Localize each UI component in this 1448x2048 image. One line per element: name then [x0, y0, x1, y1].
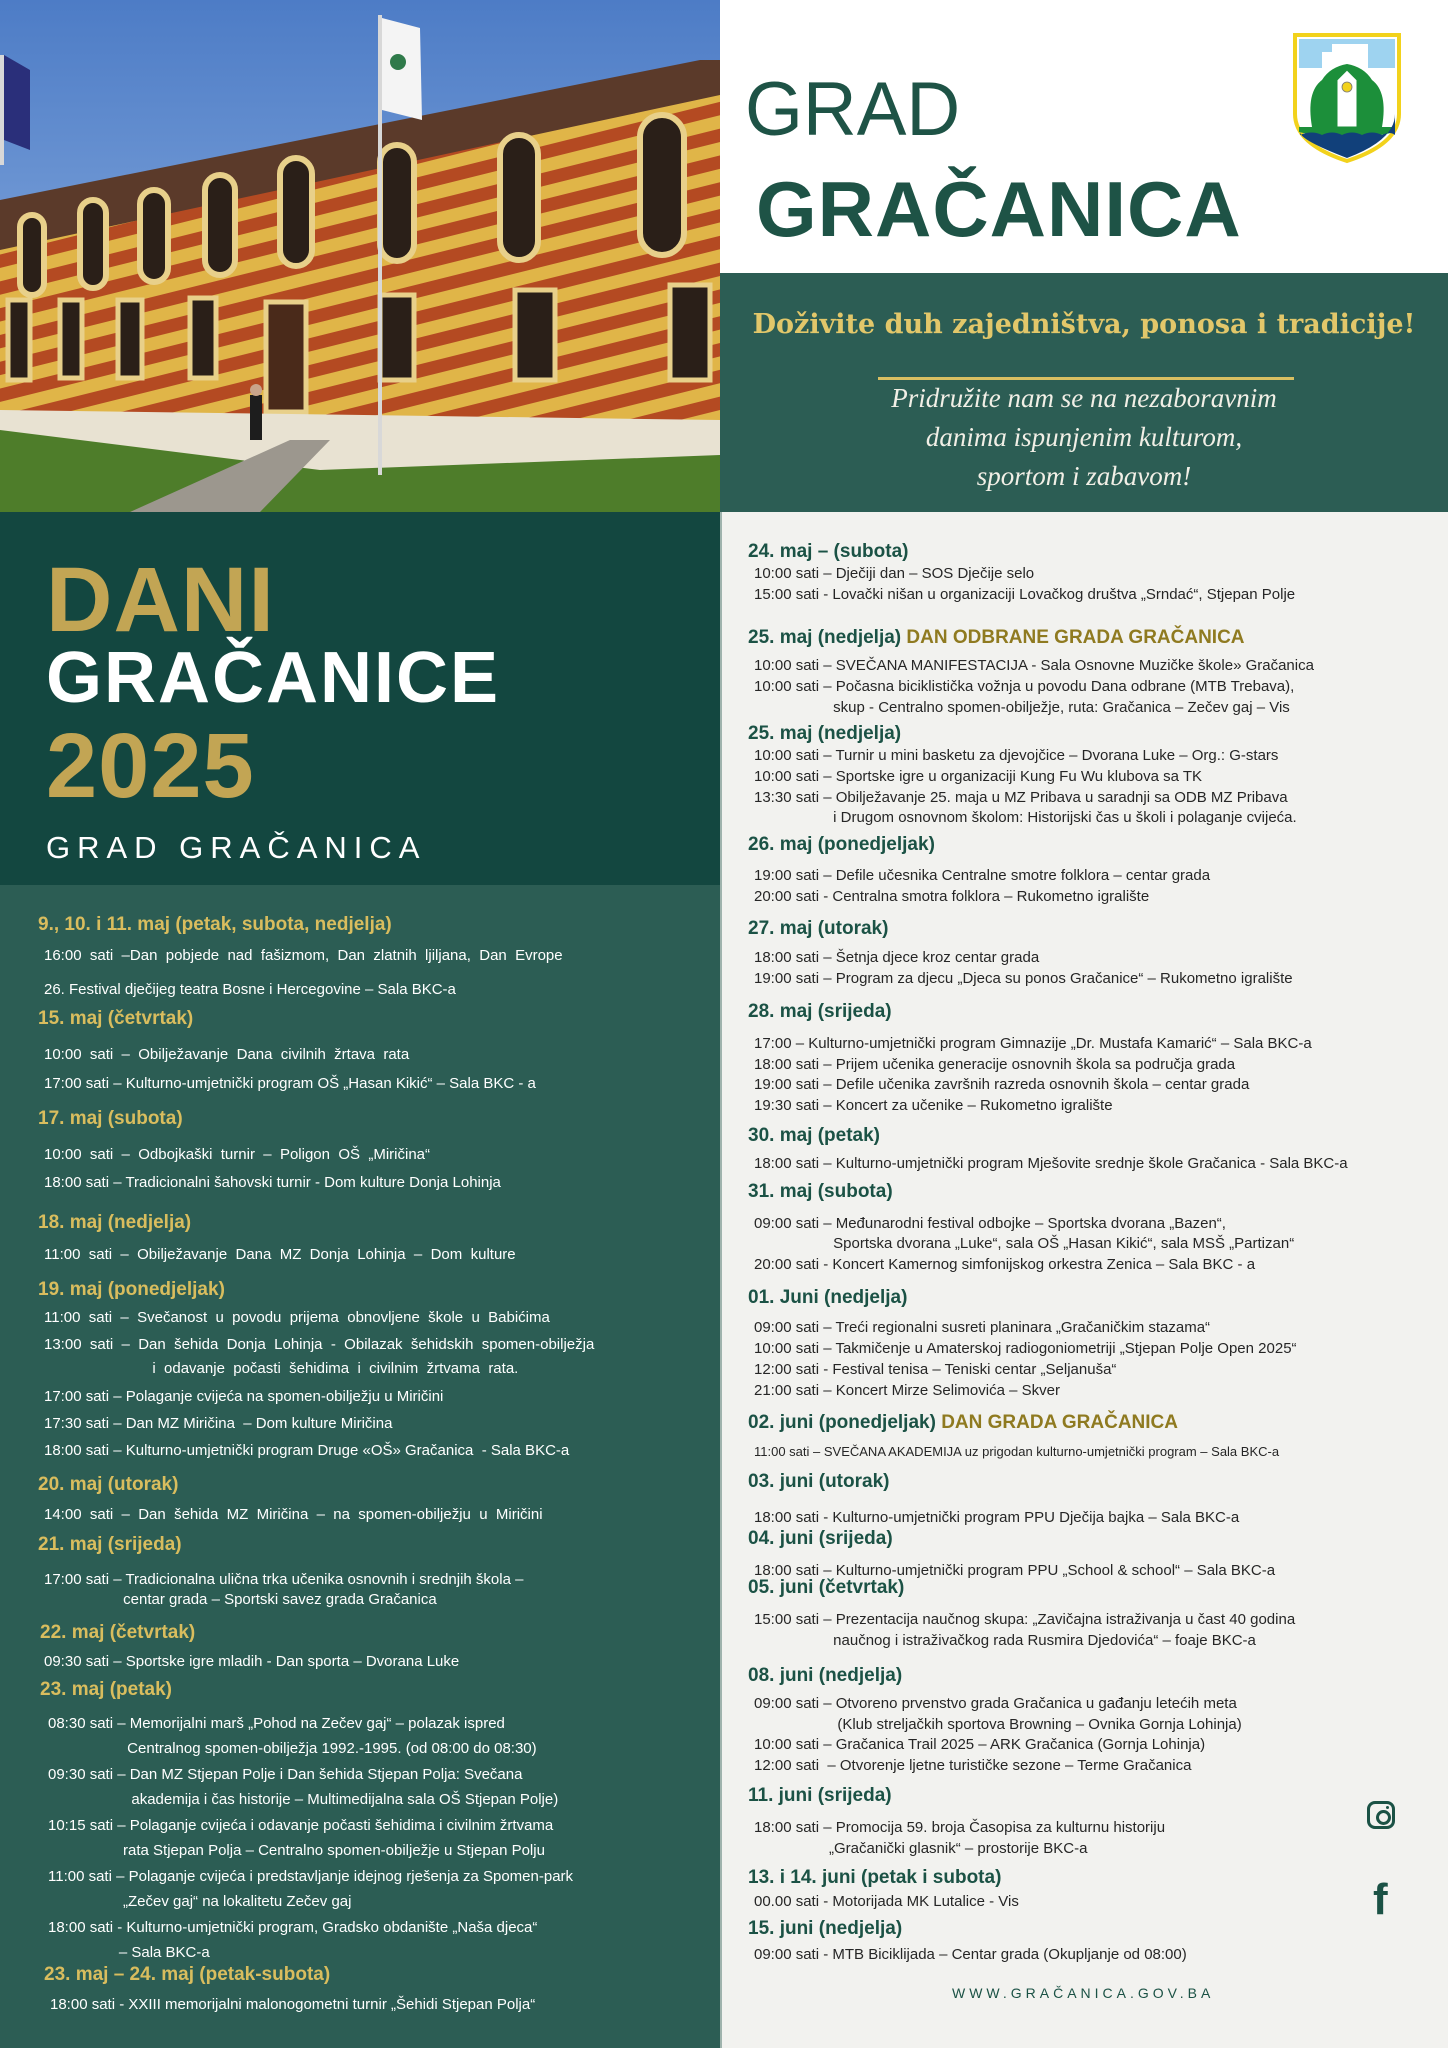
- schedule-left: [0, 885, 720, 2048]
- event-item: 09:30 sati – Sportske igre mladih - Dan sporta – Dvorana Luke: [44, 1653, 460, 1670]
- day-heading: 08. juni (nedjelja): [748, 1665, 903, 1686]
- event-item: rata Stjepan Polja – Centralno spomen-obilježje u Stjepan Polju: [48, 1842, 545, 1859]
- tagline-line: danima ispunjenim kulturom,: [925, 422, 1243, 452]
- event-item: 10:00 sati – Turnir u mini basketu za djevojčice – Dvorana Luke – Org.: G-stars: [754, 747, 1279, 764]
- event-item: 10:00 sati – Počasna biciklistička vožnja u povodu Dana odbrane (MTB Trebava),: [754, 678, 1295, 695]
- day-heading: [748, 628, 1245, 647]
- event-item: 10:00 sati – SVEČANA MANIFESTACIJA - Sala Osnovne Muzičke škole» Gračanica: [754, 657, 1314, 674]
- website-link[interactable]: WWW.GRAČANICA.GOV.BA: [952, 1985, 1215, 2001]
- event-item: 15:00 sati - Lovački nišan u organizaciji Lovačkog društva „Srndać“, Stjepan Polje: [754, 586, 1296, 603]
- tagline-panel: [720, 273, 1448, 512]
- day-heading: 22. maj (četvrtak): [40, 1622, 196, 1643]
- tagline-title: Doživite duh zajedništva, ponosa i tradicije!: [752, 309, 1416, 340]
- event-item: 21:00 sati – Koncert Mirze Selimovića – Skver: [754, 1382, 1060, 1399]
- event-item: 10:00 sati – Obilježavanje Dana civilnih žrtava rata: [44, 1046, 410, 1063]
- event-item: 18:00 sati – Promocija 59. broja Časopisa za kulturnu historiju: [754, 1819, 1166, 1836]
- event-item: 08:30 sati – Memorijalni marš „Pohod na Zečev gaj“ – polazak ispred: [48, 1715, 505, 1732]
- event-item: 10:00 sati – Odbojkaški turnir – Poligon OŠ „Miričina“: [44, 1146, 430, 1163]
- event-item: 10:00 sati – Gračanica Trail 2025 – ARK Gračanica (Gornja Lohinja): [754, 1736, 1206, 1753]
- day-label: 02. juni (ponedjeljak): [748, 1412, 936, 1433]
- event-item: – Sala BKC-a: [48, 1944, 210, 1961]
- day-heading: 01. Juni (nedjelja): [748, 1287, 908, 1308]
- event-item: 09:00 sati – Međunarodni festival odbojke – Sportska dvorana „Bazen“,: [754, 1215, 1226, 1232]
- header-city-name: GRAČANICA: [756, 165, 1242, 253]
- facebook-icon[interactable]: f: [1373, 1875, 1388, 1924]
- coat-of-arms-icon: [1292, 32, 1402, 164]
- event-item: 11:00 sati – SVEČANA AKADEMIJA uz prigodan kulturno-umjetnički program – Sala BKC-a: [754, 1444, 1280, 1459]
- event-item: 00.00 sati - Motorijada MK Lutalice - Vis: [754, 1893, 1019, 1910]
- title-subtitle: GRAD GRAČANICA: [46, 830, 427, 865]
- event-item: Sportska dvorana „Luke“, sala OŠ „Hasan Kikić“, sala MSŠ „Partizan“: [754, 1235, 1295, 1252]
- event-item: 15:00 sati – Prezentacija naučnog skupa: „Zavičajna istraživanja u čast 40 godina: [754, 1611, 1296, 1628]
- event-item: Centralnog spomen-obilježja 1992.-1995. (od 08:00 do 08:30): [48, 1740, 537, 1757]
- event-item: 17:00 sati – Kulturno-umjetnički program OŠ „Hasan Kikić“ – Sala BKC - a: [44, 1075, 536, 1092]
- event-item: 18:00 sati – Šetnja djece kroz centar grada: [754, 949, 1040, 966]
- event-item: 09:00 sati - MTB Biciklijada – Centar grada (Okupljanje od 08:00): [754, 1946, 1187, 1963]
- event-title-panel: [0, 512, 720, 885]
- event-item: 18:00 sati - XXIII memorijalni malonogometni turnir „Šehidi Stjepan Polja“: [50, 1996, 536, 2013]
- city-hall-photo: [0, 0, 720, 512]
- day-heading: 31. maj (subota): [748, 1181, 893, 1202]
- day-heading: 11. juni (srijeda): [748, 1785, 892, 1806]
- event-item: 13:30 sati – Obilježavanje 25. maja u MZ Pribava u saradnji sa ODB MZ Pribava: [754, 789, 1288, 806]
- title-line-2: GRAČANICE: [46, 638, 501, 718]
- event-item: 09:00 sati – Treći regionalni susreti planinara „Gračaničkim stazama“: [754, 1319, 1211, 1336]
- tagline-body: [720, 379, 1448, 496]
- event-item: 20:00 sati - Centralna smotra folklora – Rukometno igralište: [754, 888, 1150, 905]
- day-heading: 21. maj (srijeda): [38, 1534, 182, 1555]
- event-item: naučnog i istraživačkog rada Rusmira Djedovića“ – foaje BKC-a: [754, 1632, 1256, 1649]
- tagline-line: Pridružite nam se na nezaboravnim: [891, 383, 1277, 413]
- event-item: „Zečev gaj“ na lokalitetu Zečev gaj: [48, 1893, 352, 1910]
- event-item: 11:00 sati – Obilježavanje Dana MZ Donja Lohinja – Dom kulture: [44, 1246, 516, 1263]
- event-item: i odavanje počasti šehidima i civilnim žrtvama rata.: [44, 1360, 519, 1377]
- day-heading: 27. maj (utorak): [748, 918, 889, 939]
- schedule-right: [720, 512, 1448, 2048]
- event-item: centar grada – Sportski savez grada Gračanica: [44, 1591, 437, 1608]
- event-item: 14:00 sati – Dan šehida MZ Miričina – na spomen-obilježju u Miričini: [44, 1506, 543, 1523]
- day-heading: 26. maj (ponedjeljak): [748, 834, 935, 855]
- day-heading: 03. juni (utorak): [748, 1471, 890, 1492]
- event-item: akademija i čas historije – Multimedijalna sala OŠ Stjepan Polje): [48, 1791, 559, 1808]
- event-item: 18:00 sati – Kulturno-umjetnički program PPU „School & school“ – Sala BKC-a: [754, 1562, 1276, 1579]
- day-heading: 23. maj (petak): [40, 1679, 172, 1700]
- day-heading: 25. maj (nedjelja): [748, 723, 902, 744]
- event-item: 19:30 sati – Koncert za učenike – Rukometno igralište: [754, 1097, 1113, 1114]
- event-item: 10:00 sati – Takmičenje u Amaterskoj radiogoniometriji „Stjepan Polje Open 2025“: [754, 1340, 1297, 1357]
- title-year: 2025: [46, 715, 255, 817]
- event-item: 19:00 sati – Defile učesnika Centralne smotre folklora – centar grada: [754, 867, 1211, 884]
- day-heading: 19. maj (ponedjeljak): [38, 1279, 225, 1300]
- title-line-1: DANI: [46, 549, 275, 651]
- event-item: 12:00 sati – Otvorenje ljetne turističke sezone – Terme Gračanica: [754, 1757, 1192, 1774]
- event-item: 10:00 sati – Sportske igre u organizaciji Kung Fu Wu klubova sa TK: [754, 768, 1203, 785]
- event-item: 11:00 sati – Svečanost u povodu prijema obnovljene škole u Babićima: [44, 1309, 550, 1326]
- event-item: 17:00 sati – Polaganje cvijeća na spomen-obilježju u Miričini: [44, 1388, 444, 1405]
- event-item: 17:00 – Kulturno-umjetnički program Gimnazije „Dr. Mustafa Kamarić“ – Sala BKC-a: [754, 1035, 1312, 1052]
- tagline-line: sportom i zabavom!: [976, 461, 1192, 491]
- day-heading: 23. maj – 24. maj (petak-subota): [44, 1964, 331, 1985]
- event-item: 17:30 sati – Dan MZ Miričina – Dom kulture Miričina: [44, 1415, 393, 1432]
- event-item: 18:00 sati – Kulturno-umjetnički program Druge «OŠ» Gračanica - Sala BKC-a: [44, 1442, 570, 1459]
- event-item: 19:00 sati – Program za djecu „Djeca su ponos Gračanice“ – Rukometno igralište: [754, 970, 1293, 987]
- day-highlight: DAN ODBRANE GRADA GRAČANICA: [906, 627, 1245, 648]
- event-item: 18:00 sati - Kulturno-umjetnički program PPU Dječija bajka – Sala BKC-a: [754, 1509, 1240, 1526]
- event-item: „Gračanički glasnik“ – prostorije BKC-a: [754, 1840, 1088, 1857]
- event-item: 17:00 sati – Tradicionalna ulična trka učenika osnovnih i srednjih škola –: [44, 1571, 524, 1588]
- event-item: skup - Centralno spomen-obilježje, ruta: Gračanica – Zečev gaj – Vis: [754, 699, 1290, 716]
- event-item: 20:00 sati - Koncert Kamernog simfonijskog orkestra Zenica – Sala BKC - a: [754, 1256, 1256, 1273]
- day-heading: 28. maj (srijeda): [748, 1001, 892, 1022]
- instagram-icon[interactable]: [1367, 1801, 1395, 1829]
- day-heading: 18. maj (nedjelja): [38, 1212, 192, 1233]
- event-item: (Klub streljačkih sportova Browning – Ovnika Gornja Lohinja): [754, 1716, 1242, 1733]
- day-heading: 15. maj (četvrtak): [38, 1008, 194, 1029]
- event-item: 13:00 sati – Dan šehida Donja Lohinja - Obilazak šehidskih spomen-obilježja: [44, 1336, 595, 1353]
- event-item: 18:00 sati – Prijem učenika generacije osnovnih škola sa područja grada: [754, 1056, 1236, 1073]
- day-heading: 9., 10. i 11. maj (petak, subota, nedjelja): [38, 914, 392, 935]
- day-heading: 04. juni (srijeda): [748, 1528, 893, 1549]
- event-item: 18:00 sati – Tradicionalni šahovski turnir - Dom kulture Donja Lohinja: [44, 1174, 501, 1191]
- event-item: 18:00 sati - Kulturno-umjetnički program, Gradsko obdanište „Naša djeca“: [48, 1919, 538, 1936]
- event-item: 09:00 sati – Otvoreno prvenstvo grada Gračanica u gađanju letećih meta: [754, 1695, 1237, 1712]
- day-heading: 30. maj (petak): [748, 1125, 880, 1146]
- day-heading: 15. juni (nedjelja): [748, 1918, 903, 1939]
- day-heading: 17. maj (subota): [38, 1108, 183, 1129]
- day-heading: 13. i 14. juni (petak i subota): [748, 1867, 1002, 1888]
- day-label: 25. maj (nedjelja): [748, 627, 902, 648]
- event-item: 18:00 sati – Kulturno-umjetnički program Mješovite srednje škole Gračanica - Sala BKC-a: [754, 1155, 1348, 1172]
- event-item: 16:00 sati –Dan pobjede nad fašizmom, Dan zlatnih ljiljana, Dan Evrope: [44, 947, 563, 964]
- day-heading: [748, 1413, 1178, 1432]
- event-item: 10:00 sati – Dječiji dan – SOS Dječije selo: [754, 565, 1035, 582]
- event-item: 10:15 sati – Polaganje cvijeća i odavanje počasti šehidima i civilnim žrtvama: [48, 1817, 554, 1834]
- event-item: 11:00 sati – Polaganje cvijeća i predstavljanje idejnog rješenja za Spomen-park: [48, 1868, 574, 1885]
- day-heading: 05. juni (četvrtak): [748, 1577, 905, 1598]
- day-highlight: DAN GRADA GRAČANICA: [941, 1412, 1178, 1433]
- event-item: i Drugom osnovnom školom: Historijski čas u školi i polaganje cvijeća.: [754, 809, 1297, 826]
- day-heading: 24. maj – (subota): [748, 541, 909, 562]
- event-item: 26. Festival dječijeg teatra Bosne i Hercegovine – Sala BKC-a: [44, 981, 456, 998]
- event-item: 12:00 sati - Festival tenisa – Teniski centar „Seljanuša“: [754, 1361, 1117, 1378]
- event-item: 09:30 sati – Dan MZ Stjepan Polje i Dan šehida Stjepan Polja: Svečana: [48, 1766, 523, 1783]
- header-grad-label: GRAD: [745, 67, 961, 152]
- building-illustration: [0, 0, 720, 512]
- event-item: 19:00 sati – Defile učenika završnih razreda osnovnih škola – centar grada: [754, 1076, 1250, 1093]
- day-heading: 20. maj (utorak): [38, 1474, 179, 1495]
